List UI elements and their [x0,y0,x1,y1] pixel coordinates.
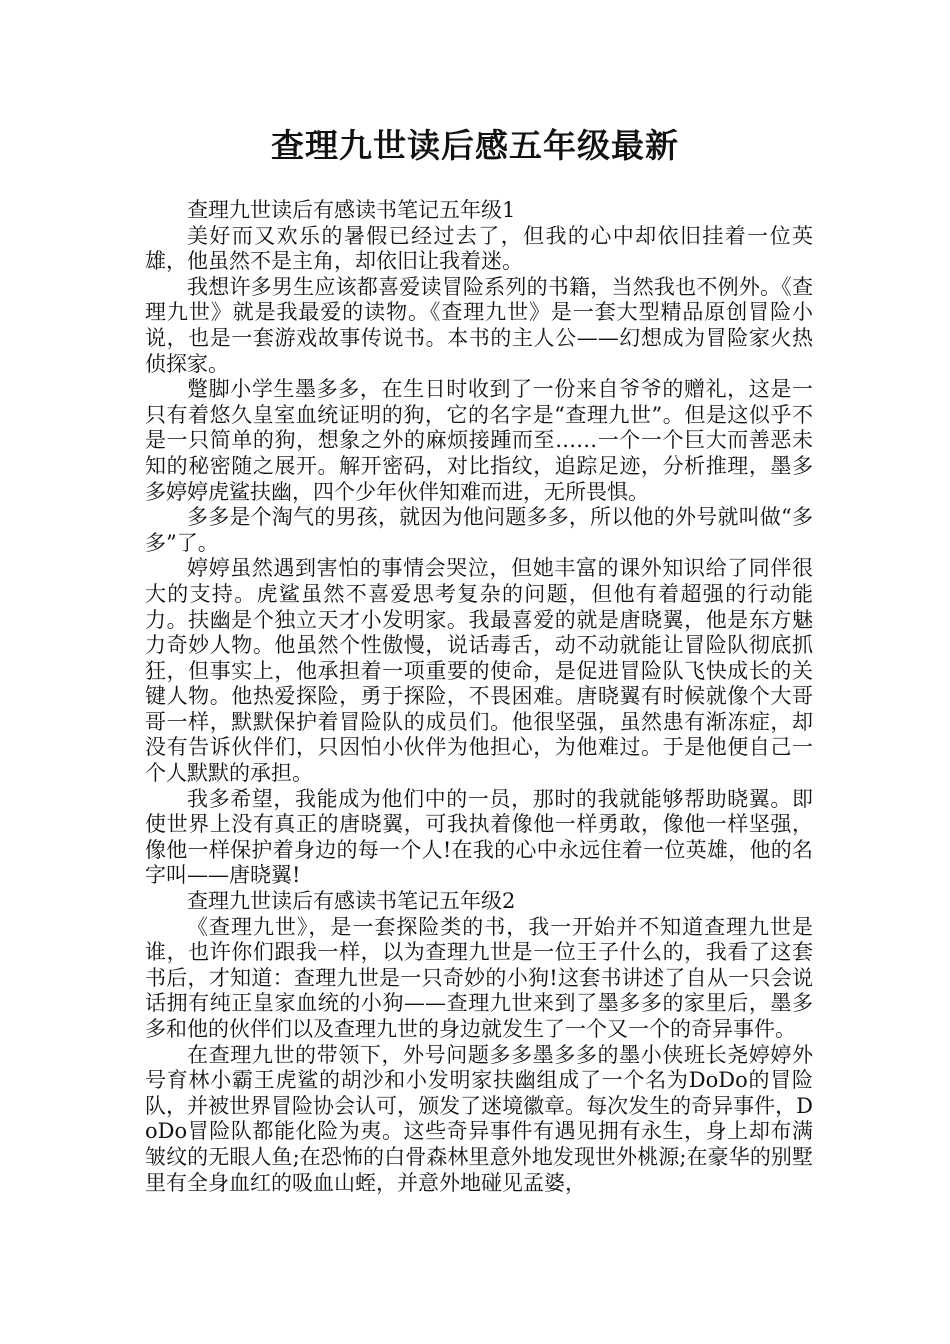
document-title: 查理九世读后感五年级最新 [271,126,679,165]
paragraph: 多多是个淘气的男孩，就因为他问题多多，所以他的外号就叫做“多多”了。 [145,505,813,555]
paragraph: 我多希望，我能成为他们中的一员，那时的我就能够帮助晓翼。即使世界上没有真正的唐晓翼，可我执着像他一样勇敢，像他一样坚强，像他一样保护着身边的每一个人!在我的心中永远住着一位英雄，他的名字叫——唐晓翼! [145,786,813,888]
paragraph: 《查理九世》，是一套探险类的书，我一开始并不知道查理九世是谁，也许你们跟我一样，以为查理九世是一位王子什么的，我看了这套书后，才知道：查理九世是一只奇妙的小狗!这套书讲述了自从一只会说话拥有纯正皇家血统的小狗——查理九世来到了墨多多的家里后，墨多多和他的伙伴们以及查理九世的身边就发生了一个又一个的奇异事件。 [145,914,813,1041]
document-body [145,198,813,1196]
section-heading-1: 查理九世读后有感读书笔记五年级1 [187,198,516,222]
section-heading-2: 查理九世读后有感读书笔记五年级2 [187,889,516,914]
paragraph: 婷婷虽然遇到害怕的事情会哭泣，但她丰富的课外知识给了同伴很大的支持。虎鲨虽然不喜爱思考复杂的问题，但他有着超强的行动能力。扶幽是个独立天才小发明家。我最喜爱的就是唐晓翼，他是东方魅力奇妙人物。他虽然个性傲慢，说话毒舌，动不动就能让冒险队彻底抓狂，但事实上，他承担着一项重要的使命，是促进冒险队飞快成长的关键人物。他热爱探险，勇于探险，不畏困难。唐晓翼有时候就像个大哥哥一样，默默保护着冒险队的成员们。他很坚强，虽然患有渐冻症，却没有告诉伙伴们，只因怕小伙伴为他担心，为他难过。于是他便自己一个人默默的承担。 [145,556,813,786]
paragraph: 美好而又欢乐的暑假已经过去了，但我的心中却依旧挂着一位英雄，他虽然不是主角，却依旧让我着迷。 [145,223,813,274]
paragraph: 在查理九世的带领下，外号问题多多墨多多的墨小侠班长尧婷婷外号育林小霸王虎鲨的胡沙和小发明家扶幽组成了一个名为DoDo的冒险队，并被世界冒险协会认可，颁发了迷境徽章。每次发生的奇异事件，DoDo冒险队都能化险为夷。这些奇异事件有遇见拥有永生，身上却布满皱纹的无眼人鱼;在恐怖的白骨森林里意外地发现世外桃源;在豪华的别墅里有全身血红的吸血山蛭，并意外地碰见孟婆， [145,1042,813,1195]
paragraph: 蹩脚小学生墨多多，在生日时收到了一份来自爷爷的赠礼，这是一只有着悠久皇室血统证明的狗，它的名字是“查理九世”。但是这似乎不是一只简单的狗，想象之外的麻烦接踵而至……一个一个巨大而善恶未知的秘密随之展开。解开密码，对比指纹，追踪足迹，分析推理，墨多多婷婷虎鲨扶幽，四个少年伙伴知难而进，无所畏惧。 [145,377,813,504]
paragraph: 我想许多男生应该都喜爱读冒险系列的书籍，当然我也不例外。《查理九世》就是我最爱的读物。《查理九世》是一套大型精品原创冒险小说，也是一套游戏故事传说书。本书的主人公——幻想成为冒险家火热侦探家。 [145,274,813,376]
